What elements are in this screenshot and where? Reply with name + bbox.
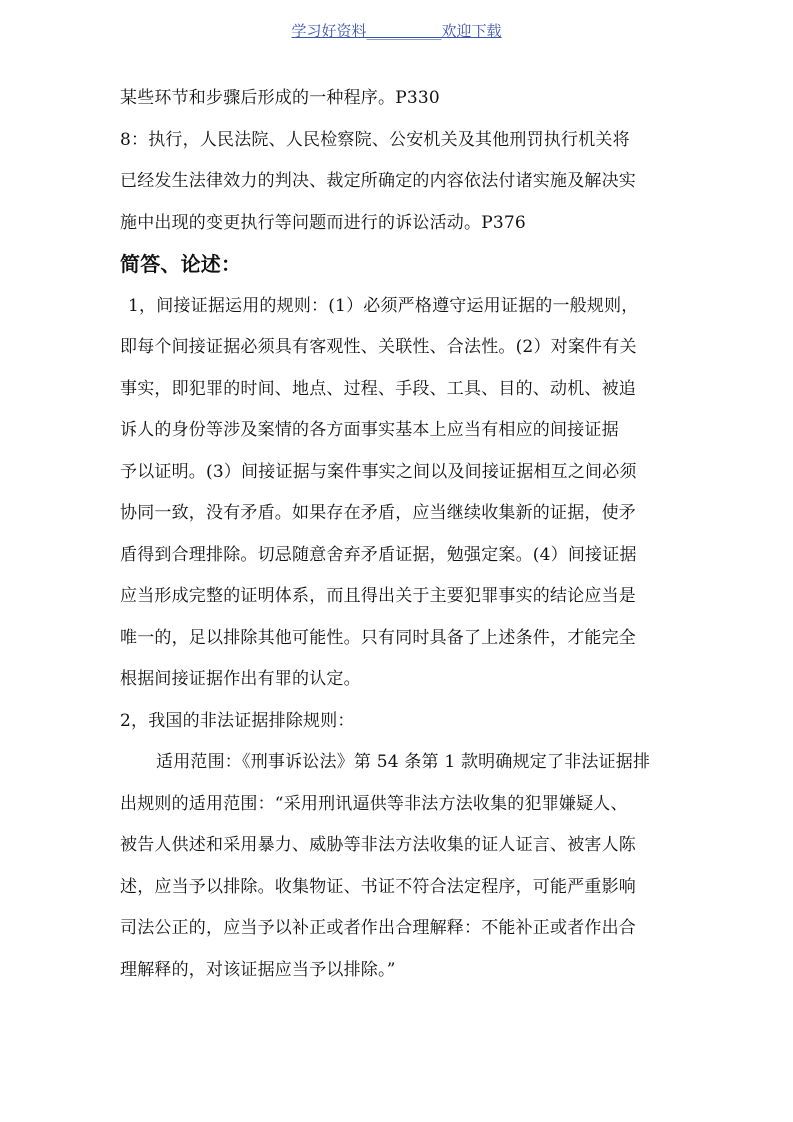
body-line: 应当形成完整的证明体系，而且得出关于主要犯罪事实的结论应当是: [120, 586, 636, 606]
body-line: 理解释的，对该证据应当予以排除。”: [120, 959, 396, 980]
body-line: 司法公正的，应当予以补正或者作出合理解释：不能补正或者作出合: [120, 918, 636, 938]
body-line: 8：执行，人民法院、人民检察院、公安机关及其他刑罚执行机关将: [120, 129, 630, 150]
header-right-text: 欢迎下载: [441, 22, 502, 40]
body-line: 予以证明。(3）间接证据与案件事实之间以及间接证据相互之间必须: [120, 461, 637, 482]
body-line: 盾得到合理排除。切忌随意舍弃矛盾证据，勉强定案。(4）间接证据: [120, 544, 637, 565]
page-header: [0, 20, 793, 42]
section-heading: 简答、论述：: [120, 252, 242, 276]
header-left-text: 学习好资料: [291, 22, 367, 40]
body-line: 适用范围：《刑事诉讼法》第 54 条第 1 款明确规定了非法证据排: [156, 752, 651, 772]
body-line: 根据间接证据作出有罪的认定。: [120, 669, 361, 689]
body-line: 某些环节和步骤后形成的一种程序。P330: [120, 88, 440, 108]
body-line: 唯一的，足以排除其他可能性。只有同时具备了上述条件，才能完全: [120, 627, 636, 648]
body-line: 协同一致，没有矛盾。如果存在矛盾，应当继续收集新的证据，使矛: [120, 503, 636, 523]
body-line: 施中出现的变更执行等问题而进行的诉讼活动。P376: [120, 212, 526, 233]
body-line: 已经发生法律效力的判决、裁定所确定的内容依法付诸实施及解决实: [120, 171, 636, 191]
body-line: 事实，即犯罪的时间、地点、过程、手段、工具、目的、动机、被追: [120, 378, 636, 399]
body-line: 被告人供述和采用暴力、威胁等非法方法收集的证人证言、被害人陈: [120, 835, 636, 855]
body-line: 2，我国的非法证据排除规则：: [120, 710, 355, 731]
header-separator: __________: [366, 22, 442, 40]
body-line: 即每个间接证据必须具有客观性、关联性、合法性。(2）对案件有关: [120, 337, 637, 357]
body-line: 1，间接证据运用的规则：(1）必须严格遵守运用证据的一般规则，: [128, 295, 639, 316]
body-line: 述，应当予以排除。收集物证、书证不符合法定程序，可能严重影响: [120, 876, 636, 897]
body-line: 诉人的身份等涉及案情的各方面事实基本上应当有相应的间接证据: [120, 420, 619, 440]
document-body: [120, 78, 690, 991]
body-line: 出规则的适用范围：“采用刑讯逼供等非法方法收集的犯罪嫌疑人、: [120, 793, 628, 814]
